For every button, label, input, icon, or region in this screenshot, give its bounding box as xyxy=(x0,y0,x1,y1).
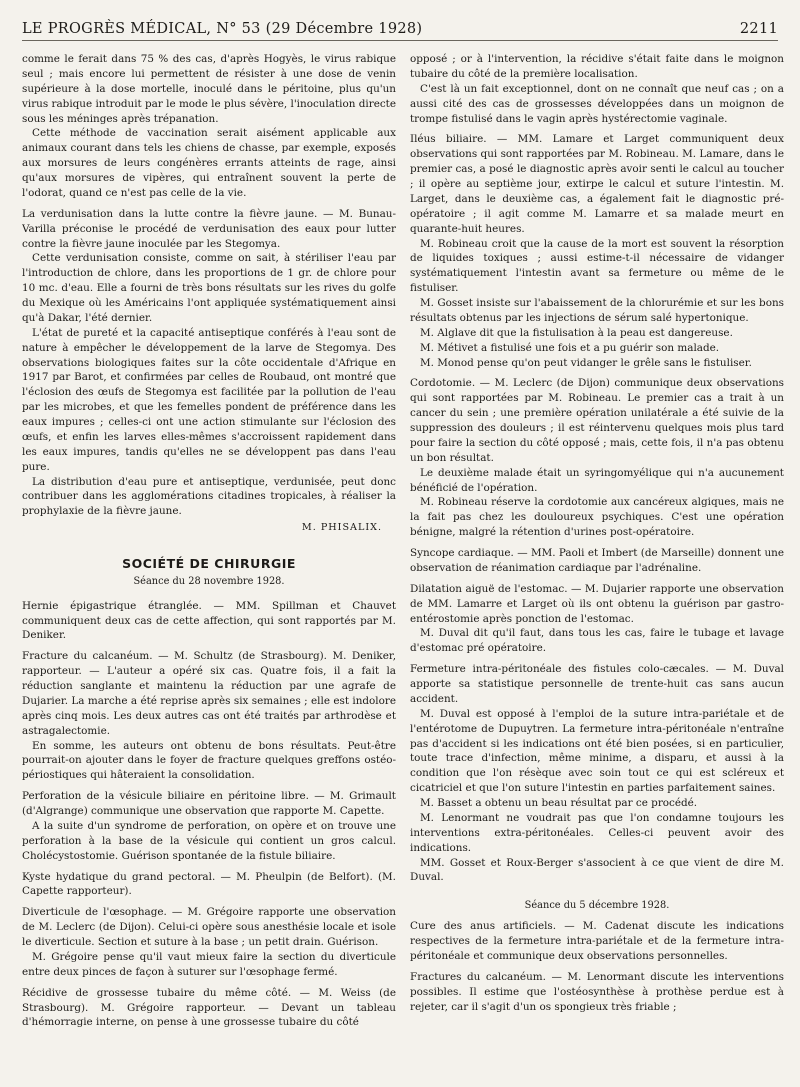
section-paragraph: Cordotomie. — M. Leclerc (de Dijon) communique deux observations qui sont rapportées par M. Robineau. Le premier cas a trait à un cancer du sein ; une première opération unilatérale a été suivie de la suppression des douleurs ; il est réintervenu quelques mois plus tard pour faire la section du côté opposé ; mais, cette fois, il n'a pas obtenu un bon résultat. xyxy=(410,377,784,464)
paragraph: M. Monod pense qu'on peut vidanger le grêle sans le fistuliser. xyxy=(420,356,752,369)
society-title: SOCIÉTÉ DE CHIRURGIE xyxy=(122,555,296,571)
section-paragraph: Perforation de la vésicule biliaire en péritoine libre. — M. Grimault (d'Algrange) communique une observation que rapporte M. Capette. xyxy=(22,790,396,818)
paragraph: M. Grégoire pense qu'il vaut mieux faire la section du diverticule entre deux pinces de façon à suturer sur l'œsophage fermé. xyxy=(22,950,396,978)
journal-title: LE PROGRÈS MÉDICAL, N° 53 (29 Décembre 1928) xyxy=(22,21,423,37)
paragraph: M. Duval est opposé à l'emploi de la suture intra-pariétale et de l'entérotome de Dupuytren. La fermeture intra-péritonéale n'entraîne pas d'accident si les indications ont été bien posées, si en particulier, toute trace d'infection, même minime, a disparu, et aussi à la condition que l'on résèque avec soin tout ce qui est scléreux et cicatriciel et que l'on suture l'intestin en parties parfaitement saines. xyxy=(410,707,784,795)
author-signature: M. PHISALIX. xyxy=(301,522,382,534)
paragraph: A la suite d'un syndrome de perforation, on opère et on trouve une perforation à la base de la vésicule qui contient un gros calcul. Cholécystostomie. Guérison spontanée de la fistule biliaire. xyxy=(22,819,396,862)
paragraph: M. Lenormant ne voudrait pas que l'on condamne toujours les interventions extra-péritonéales. Celles-ci peuvent avoir des indications. xyxy=(410,811,784,854)
section-paragraph: Fractures du calcanéum. — M. Lenormant discute les interventions possibles. Il estime que l'ostéosynthèse à prothèse perdue est à rejeter, car il s'agit d'un os spongieux très friable ; xyxy=(410,970,784,1013)
header-rule xyxy=(22,40,778,41)
paragraph: M. Alglave dit que la fistulisation à la peau est dangereuse. xyxy=(420,326,733,339)
session-date: Séance du 5 décembre 1928. xyxy=(524,900,670,912)
paragraph: Le deuxième malade était un syringomyélique qui n'a aucunement bénéficié de l'opération. xyxy=(410,466,784,494)
section-paragraph: Cure des anus artificiels. — M. Cadenat discute les indications respectives de la fermeture intra-pariétale et de la fermeture intra-péritonéale et communique deux observations personnelles. xyxy=(410,920,784,962)
section-paragraph: Iléus biliaire. — MM. Lamare et Larget communiquent deux observations qui sont rapportées par M. Robineau. M. Lamare, dans le premier cas, a posé le diagnostic après avoir senti le calcul au toucher ; il opère au septième jour, extirpe le calcul et suture l'intestin. M. Larget, dans le deuxième cas, a également fait le diagnostic pré-opératoire ; il agit comme M. Lamarre et sa malade meurt en quarante-huit heures. xyxy=(410,133,784,235)
section-paragraph: Syncope cardiaque. — MM. Paoli et Imbert (de Marseille) donnent une observation de réanimation cardiaque par l'adrénaline. xyxy=(410,547,784,574)
paragraph: Cette verdunisation consiste, comme on sait, à stériliser l'eau par l'introduction de chlore, dans les proportions de 1 gr. de chlore pour 10 mc. d'eau. Elle a fourni de très bons résultats sur les rives du golfe du Mexique où les Américains l'ont appliquée systématiquement ainsi qu'à Dakar, l'été dernier. xyxy=(22,252,396,324)
paragraph: M. Gosset insiste sur l'abaissement de la chlorurémie et sur les bons résultats obtenus par les injections de sérum salé hypertonique. xyxy=(410,297,784,324)
left-column xyxy=(22,52,396,1079)
section-paragraph: Diverticule de l'œsophage. — M. Grégoire rapporte une observation de M. Leclerc (de Dijon). Celui-ci opère sous anesthésie locale et isole le diverticule. Section et suture à la base ; un petit drain. Guérison. xyxy=(22,906,396,949)
section-paragraph: Fermeture intra-péritonéale des fistules colo-cæcales. — M. Duval apporte sa statistique personnelle de trente-huit cas sans aucun accident. xyxy=(410,663,784,705)
text-columns xyxy=(22,52,784,1079)
paragraph: M. Duval dit qu'il faut, dans tous les cas, faire le tubage et lavage d'estomac pré opératoire. xyxy=(410,627,784,655)
paragraph: opposé ; or à l'intervention, la récidive s'était faite dans le moignon tubaire du côté de la première localisation. xyxy=(410,53,784,80)
paragraph: L'état de pureté et la capacité antiseptique conférés à l'eau sont de nature à empêcher le développement de la larve de Stegomya. Des observations biologiques faites sur la côte occidentale d'Afrique en 1917 par Barot, et confirmées par celles de Roubaud, ont montré que l'éclosion des œufs de Stegomya est facilitée par la pollution de l'eau par les microbes, et que les femelles pondent de préférence dans les eaux impures ; celles-ci ont une action stimulante sur l'éclosion des œufs, et enfin les larves elles-mêmes s'accroissent rapidement dans les eaux impures, tandis qu'elles ne se développent pas dans l'eau pure. xyxy=(22,326,396,473)
section-paragraph: Récidive de grossesse tubaire du même côté. — M. Weiss (de Strasbourg). M. Grégoire rapporteur. — Devant un tableau d'hémorragie interne, on pense à une grossesse tubaire du côté xyxy=(22,986,396,1029)
right-column xyxy=(410,52,784,1079)
session-date: Séance du 28 novembre 1928. xyxy=(133,575,285,587)
paragraph: M. Basset a obtenu un beau résultat par ce procédé. xyxy=(420,797,698,809)
paragraph: comme le ferait dans 75 % des cas, d'après Hogyès, le virus rabique seul ; mais encore lui permettent de résister à une dose de venin supérieure à la dose mortelle, inoculé dans le péritoine, plus qu'un virus rabique introduit par le mode le plus sévère, l'inoculation directe sous les méninges après trépanation. xyxy=(22,53,396,125)
paragraph: La distribution d'eau pure et antiseptique, verdunisée, peut donc contribuer dans les agglomérations citadines tropicales, à réaliser la prophylaxie de la fièvre jaune. xyxy=(22,475,396,518)
paragraph: En somme, les auteurs ont obtenu de bons résultats. Peut-être pourrait-on ajouter dans le foyer de fracture quelques greffons ostéo-périostiques qui hâteraient la consolidation. xyxy=(22,739,396,782)
paragraph: MM. Gosset et Roux-Berger s'associent à ce que vient de dire M. Duval. xyxy=(410,856,784,884)
paragraph: Cette méthode de vaccination serait aisément applicable aux animaux courant dans tels les chiens de chasse, par exemple, exposés aux morsures de leurs congénères errants atteints de rage, ainsi qu'aux morsures de vipères, qui entraînent souvent la perte de l'odorat, quand ce n'est pas celle de la vie. xyxy=(22,127,396,199)
paragraph: C'est là un fait exceptionnel, dont on ne connaît que neuf cas ; on a aussi cité des cas de grossesses développées dans un moignon de trompe fistulisé dans le vagin après hystérectomie vaginale. xyxy=(410,82,784,125)
paragraph: M. Robineau réserve la cordotomie aux cancéreux algiques, mais ne la fait pas chez les douloureux psychiques. C'est une opération bénigne, malgré la rétention d'urines post-opératoire. xyxy=(410,496,784,539)
page-header xyxy=(22,18,778,40)
paragraph: M. Robineau croit que la cause de la mort est souvent la résorption de liquides toxiques ; aussi estime-t-il nécessaire de vidanger systématiquement l'intestin avant sa fermeture ou même de le fistuliser. xyxy=(410,237,784,295)
page-number: 2211 xyxy=(739,21,778,37)
section-paragraph: Kyste hydatique du grand pectoral. — M. Pheulpin (de Belfort). (M. Capette rapporteur). xyxy=(22,870,396,898)
section-paragraph: Dilatation aiguë de l'estomac. — M. Dujarier rapporte une observation de MM. Lamarre et Larget où ils ont obtenu la guérison par gastro-entérostomie après ponction de l'estomac. xyxy=(410,582,784,625)
section-paragraph: La verdunisation dans la lutte contre la fièvre jaune. — M. Bunau-Varilla préconise le procédé de verdunisation des eaux pour lutter contre la fièvre jaune inoculée par les Stegomya. xyxy=(22,207,396,250)
paragraph: M. Métivet a fistulisé une fois et a pu guérir son malade. xyxy=(420,341,720,354)
section-paragraph: Fracture du calcanéum. — M. Schultz (de Strasbourg). M. Deniker, rapporteur. — L'auteur a opéré six cas. Quatre fois, il a fait la réduction sanglante et maintenu la réduction par une agrafe de Dujarier. La marche a été reprise après six semaines ; elle est indolore après cinq mois. Les deux autres cas ont été traités par arthrodèse et astragalectomie. xyxy=(22,650,396,737)
section-paragraph: Hernie épigastrique étranglée. — MM. Spillman et Chauvet communiquent deux cas de cette affection, qui sont rapportés par M. Deniker. xyxy=(22,599,396,642)
